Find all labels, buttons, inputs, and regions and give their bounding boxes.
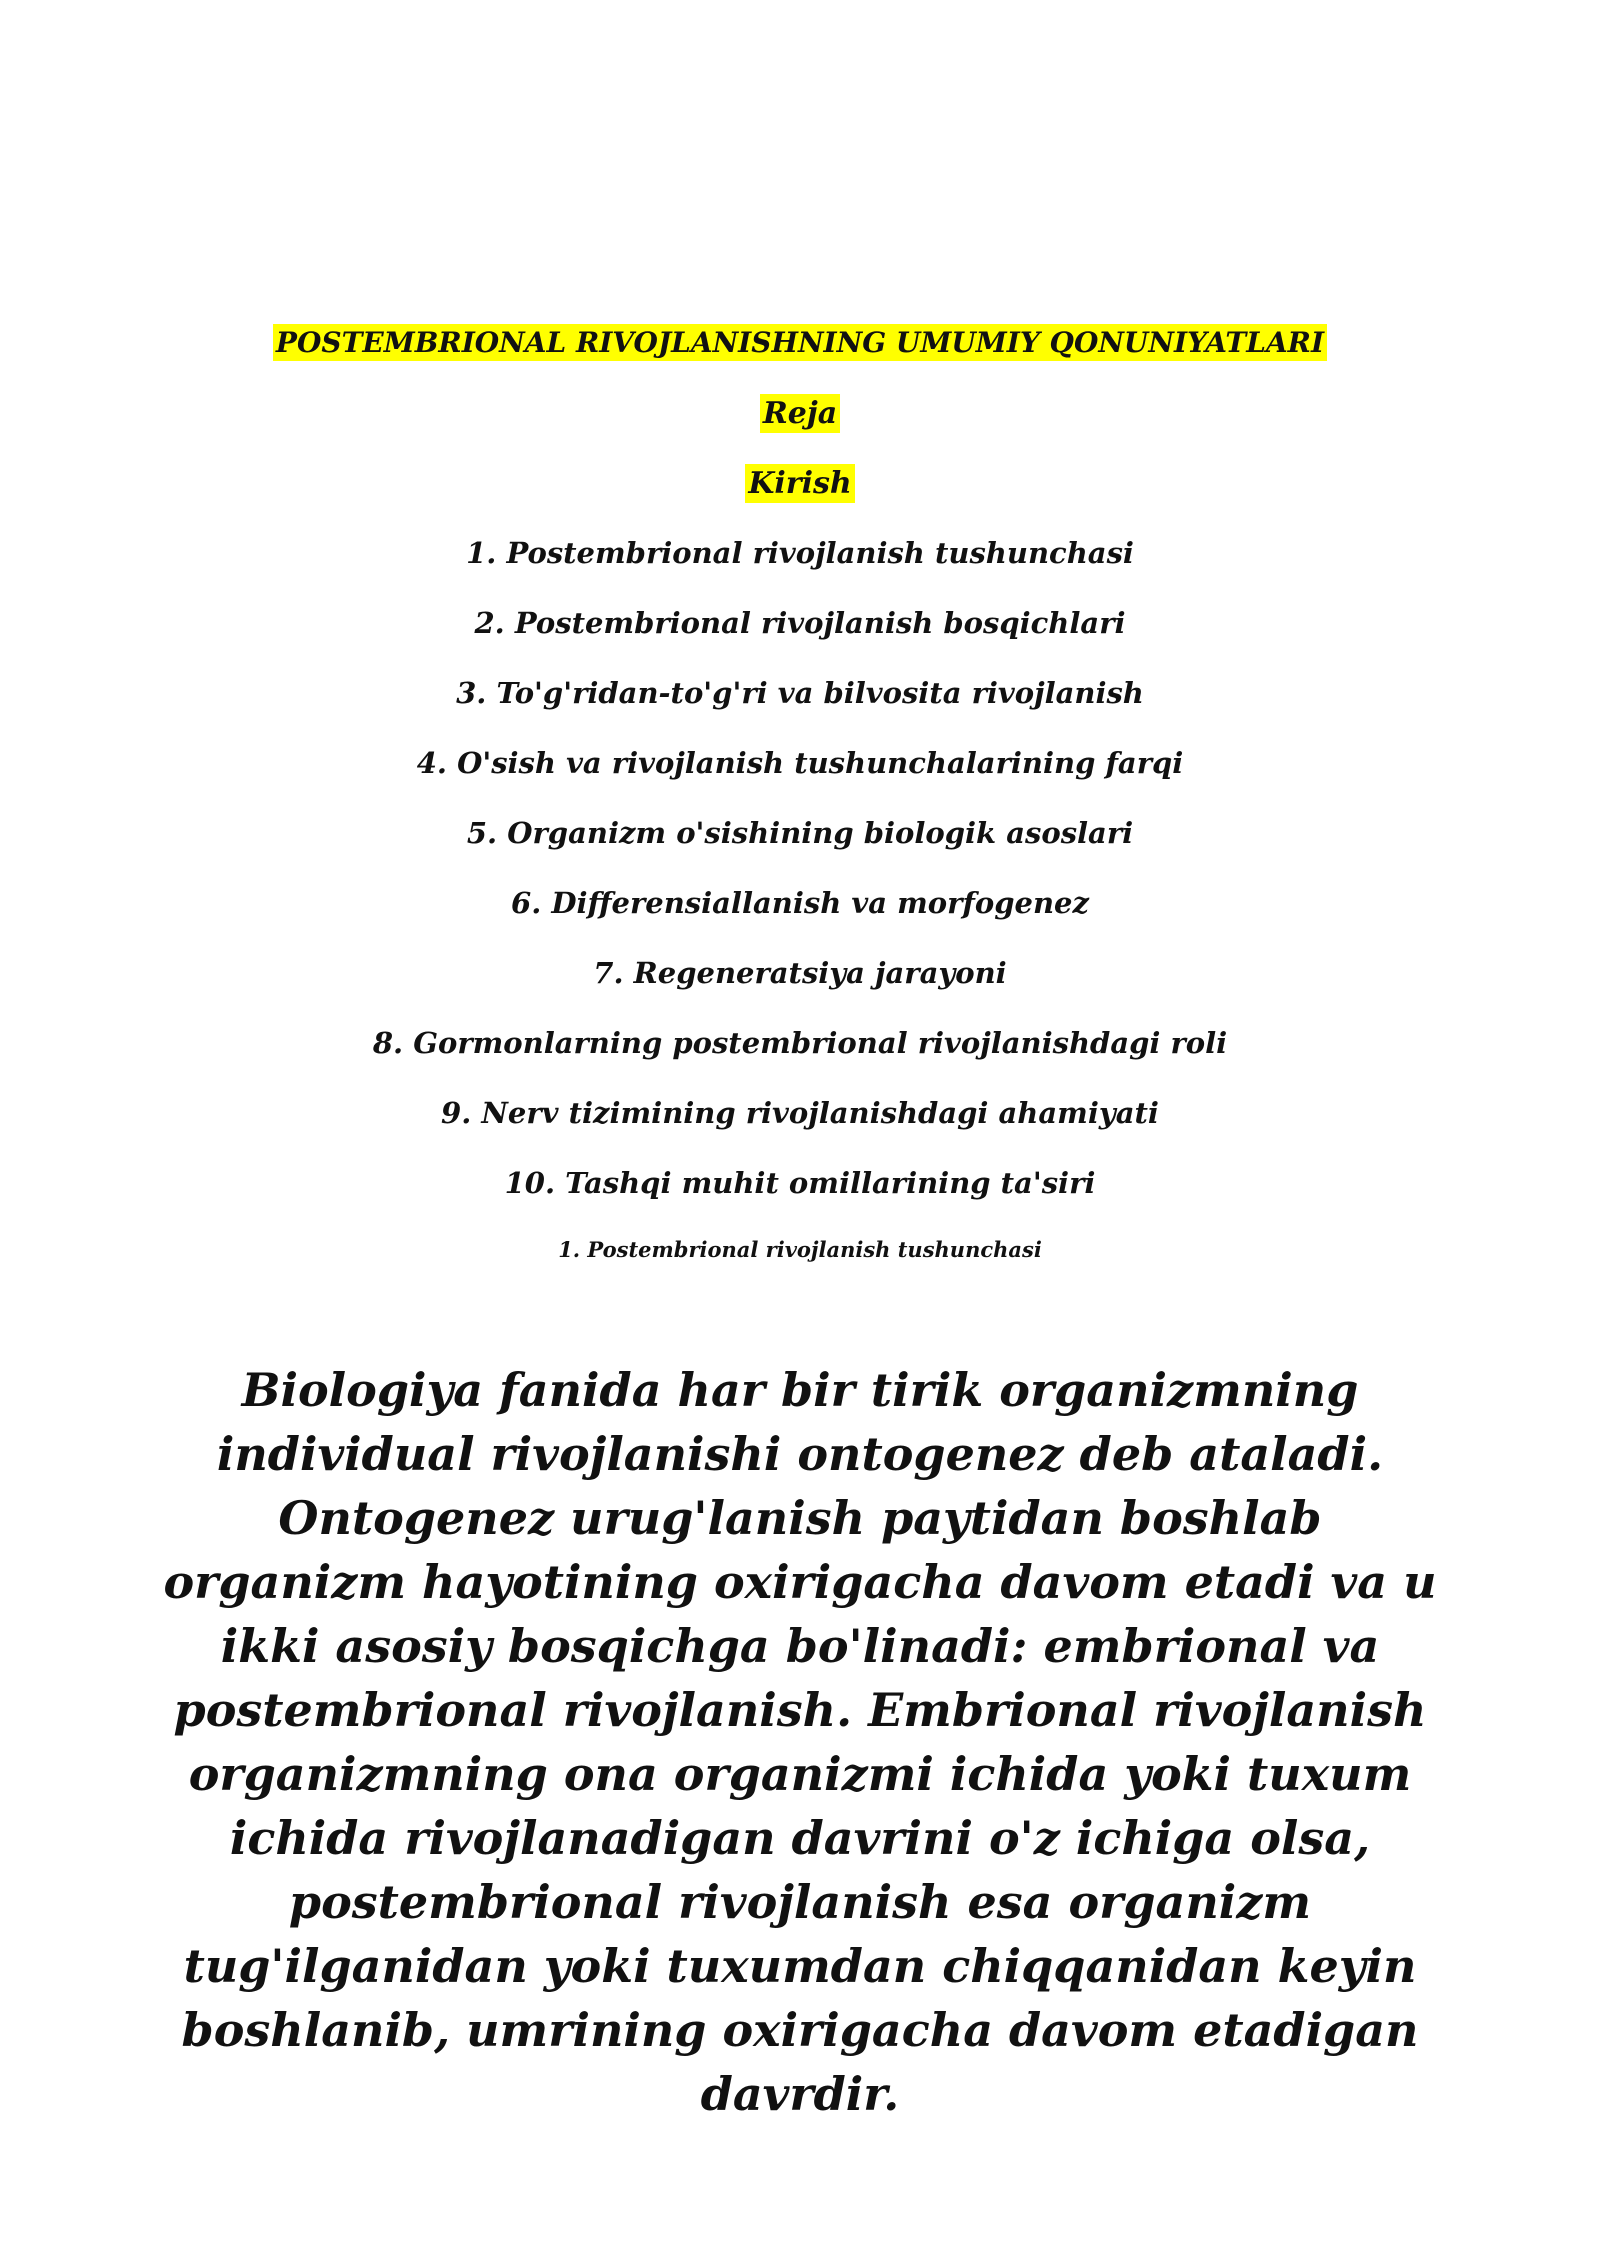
toc-item: 1. Postembrional rivojlanish tushunchasi (466, 536, 1134, 570)
toc-item: 4. O'sish va rivojlanish tushunchalarining farqi (416, 746, 1184, 780)
toc-item: 8. Gormonlarning postembrional rivojlanishdagi roli (372, 1026, 1228, 1060)
plan-label: Reja (760, 394, 840, 433)
body-paragraph: Biologiya fanida har bir tirik organizmning individual rivojlanishi ontogenez deb ataladi. Ontogenez urug'lanish paytidan boshlab organizm hayotining oxirigacha davom etadi va u ikki asosiy bosqichga bo'linadi: embrional va postembrional rivojlanish. Embrional rivojlanish organizmning ona organizmi ichida yoki tuxum ichida rivojlanadigan davrini o'z ichiga olsa, postembrional rivojlanish esa organizm tug'ilganidan yoki tuxumdan chiqqanidan keyin boshlanib, umrining oxirigacha davom etadigan davrdir. (163, 1363, 1437, 2121)
toc-item: 7. Regeneratsiya jarayoni (593, 956, 1007, 990)
toc-item: 2. Postembrional rivojlanish bosqichlari (474, 606, 1126, 640)
toc-item: 10. Tashqi muhit omillarining ta'siri (504, 1166, 1096, 1200)
toc-item: 5. Organizm o'sishining biologik asoslari (466, 816, 1134, 850)
toc-item: 3. To'g'ridan-to'g'ri va bilvosita rivojlanish (456, 676, 1144, 710)
section-heading: 1. Postembrional rivojlanish tushunchasi (558, 1237, 1042, 1262)
toc-item: 6. Differensiallanish va morfogenez (511, 886, 1089, 920)
document-title-line (0, 326, 1600, 359)
intro-label: Kirish (745, 464, 854, 503)
intro-label-line (0, 466, 1600, 501)
document-title: POSTEMBRIONAL RIVOJLANISHNING UMUMIY QONUNIYATLARI (273, 324, 1327, 361)
plan-label-line (0, 396, 1600, 431)
toc-item: 9. Nerv tizimining rivojlanishdagi ahamiyati (441, 1096, 1159, 1130)
